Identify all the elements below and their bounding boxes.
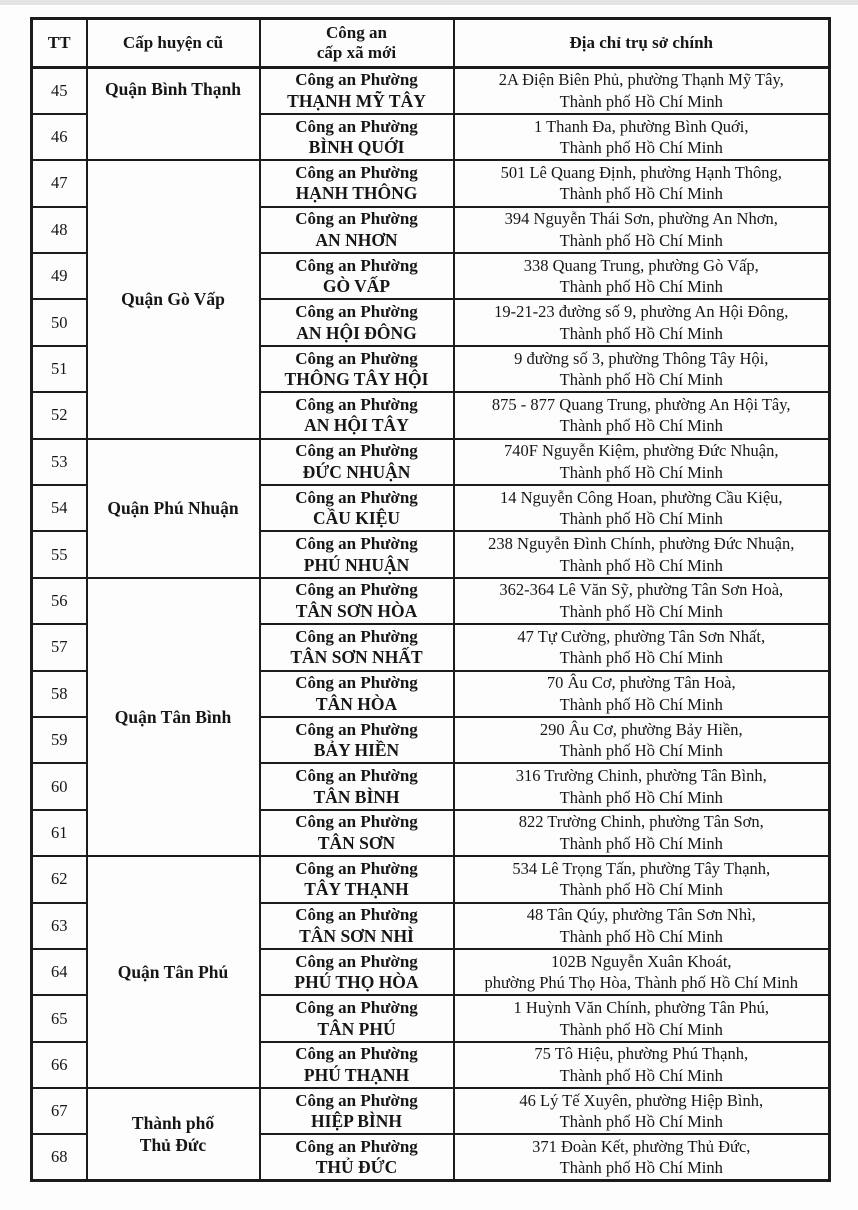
address-cell — [454, 68, 830, 114]
unit-prefix: Công an Phường — [295, 812, 418, 832]
address-cell — [454, 995, 830, 1041]
address-line: Thành phố Hồ Chí Minh — [559, 648, 723, 668]
unit-name: ĐỨC NHUẬN — [302, 461, 411, 482]
unit-name: TÂN HÒA — [315, 693, 398, 714]
unit-name: THẠNH MỸ TÂY — [287, 90, 426, 111]
address-line: Thành phố Hồ Chí Minh — [559, 741, 723, 761]
unit-prefix: Công an Phường — [295, 209, 418, 229]
address-line: Thành phố Hồ Chí Minh — [559, 91, 723, 111]
district-cell — [87, 1088, 260, 1181]
unit-prefix: Công an Phường — [295, 673, 418, 693]
table-header-row — [32, 19, 830, 68]
address-line: Thành phố Hồ Chí Minh — [559, 184, 723, 204]
address-line: Thành phố Hồ Chí Minh — [559, 787, 723, 807]
unit-name: TÂN SƠN NHÌ — [299, 925, 414, 946]
address-line: Thành phố Hồ Chí Minh — [559, 1019, 723, 1039]
address-line: Thành phố Hồ Chí Minh — [559, 833, 723, 853]
unit-prefix: Công an Phường — [295, 580, 418, 600]
police-unit-cell — [260, 160, 454, 206]
police-unit-cell — [260, 1134, 454, 1180]
police-unit-cell — [260, 1042, 454, 1088]
scan-edge-strip — [0, 0, 858, 5]
police-unit-cell — [260, 392, 454, 438]
address-line: 2A Điện Biên Phủ, phường Thạnh Mỹ Tây, — [498, 70, 784, 90]
address-line: 740F Nguyễn Kiệm, phường Đức Nhuận, — [503, 441, 779, 461]
row-number: 59 — [32, 717, 87, 763]
address-line: 316 Trường Chinh, phường Tân Bình, — [515, 766, 767, 786]
address-line: 501 Lê Quang Định, phường Hạnh Thông, — [500, 162, 782, 182]
row-number: 47 — [32, 160, 87, 206]
district-name-line: Thành phố — [131, 1113, 215, 1134]
unit-prefix: Công an Phường — [295, 766, 418, 786]
unit-name: HẠNH THÔNG — [295, 183, 418, 204]
unit-prefix: Công an Phường — [295, 487, 418, 507]
row-number: 54 — [32, 485, 87, 531]
unit-name: PHÚ NHUẬN — [303, 554, 410, 575]
address-cell — [454, 299, 830, 345]
address-line: 1 Thanh Đa, phường Bình Quới, — [534, 116, 749, 136]
row-number: 48 — [32, 207, 87, 253]
unit-name: TÂN SƠN — [317, 832, 396, 853]
address-line: Thành phố Hồ Chí Minh — [559, 416, 723, 436]
address-cell — [454, 1042, 830, 1088]
district-cell — [87, 856, 260, 1088]
police-unit-cell — [260, 717, 454, 763]
address-cell — [454, 949, 830, 995]
row-number: 65 — [32, 995, 87, 1041]
police-unit-cell — [260, 68, 454, 114]
district-cell — [87, 578, 260, 856]
police-unit-cell — [260, 1088, 454, 1134]
police-unit-cell — [260, 856, 454, 902]
police-station-table — [30, 17, 831, 1182]
address-line: 822 Trường Chinh, phường Tân Sơn, — [518, 812, 764, 832]
address-line: 14 Nguyễn Công Hoan, phường Cầu Kiệu, — [499, 487, 783, 507]
police-unit-cell — [260, 903, 454, 949]
unit-prefix: Công an Phường — [295, 1044, 418, 1064]
address-line: Thành phố Hồ Chí Minh — [559, 694, 723, 714]
district-name-line: Quận Gò Vấp — [121, 289, 225, 310]
row-number: 53 — [32, 439, 87, 485]
address-cell — [454, 114, 830, 160]
unit-prefix: Công an Phường — [295, 719, 418, 739]
address-line: 875 - 877 Quang Trung, phường An Hội Tây, — [491, 394, 791, 414]
unit-name: TÂN PHÚ — [317, 1018, 396, 1039]
unit-prefix: Công an Phường — [295, 951, 418, 971]
header-unit-line2: cấp xã mới — [316, 43, 397, 62]
address-cell — [454, 717, 830, 763]
header-tt: TT — [32, 19, 87, 68]
address-cell — [454, 763, 830, 809]
police-unit-cell — [260, 346, 454, 392]
header-unit-line1: Công an — [326, 23, 387, 42]
address-line: 48 Tân Qúy, phường Tân Sơn Nhì, — [526, 905, 756, 925]
address-cell — [454, 531, 830, 577]
unit-name: TÂN SƠN HÒA — [295, 600, 418, 621]
unit-prefix: Công an Phường — [295, 534, 418, 554]
address-line: Thành phố Hồ Chí Minh — [559, 277, 723, 297]
address-line: Thành phố Hồ Chí Minh — [559, 509, 723, 529]
address-line: Thành phố Hồ Chí Minh — [559, 926, 723, 946]
row-number: 55 — [32, 531, 87, 577]
row-number: 62 — [32, 856, 87, 902]
unit-prefix: Công an Phường — [295, 441, 418, 461]
unit-name: AN HỘI TÂY — [304, 415, 409, 436]
row-number: 68 — [32, 1134, 87, 1180]
unit-name: TÂN BÌNH — [313, 786, 400, 807]
address-cell — [454, 1088, 830, 1134]
police-unit-cell — [260, 671, 454, 717]
address-line: Thành phố Hồ Chí Minh — [559, 601, 723, 621]
row-number: 66 — [32, 1042, 87, 1088]
unit-name: BẢY HIỀN — [313, 740, 400, 761]
row-number: 49 — [32, 253, 87, 299]
row-number: 61 — [32, 810, 87, 856]
row-number: 50 — [32, 299, 87, 345]
police-unit-cell — [260, 578, 454, 624]
unit-prefix: Công an Phường — [295, 858, 418, 878]
unit-prefix: Công an Phường — [295, 626, 418, 646]
address-line: Thành phố Hồ Chí Minh — [559, 370, 723, 390]
address-line: 1 Huỳnh Văn Chính, phường Tân Phú, — [513, 998, 769, 1017]
police-unit-cell — [260, 485, 454, 531]
row-number: 56 — [32, 578, 87, 624]
police-unit-cell — [260, 763, 454, 809]
address-cell — [454, 346, 830, 392]
district-name-line: Quận Tân Phú — [117, 962, 229, 983]
address-line: 102B Nguyễn Xuân Khoát, — [550, 951, 732, 971]
address-cell — [454, 485, 830, 531]
address-line: 46 Lý Tế Xuyên, phường Hiệp Bình, — [519, 1090, 764, 1110]
address-line: 338 Quang Trung, phường Gò Vấp, — [523, 255, 759, 275]
district-cell — [87, 68, 260, 161]
row-number: 60 — [32, 763, 87, 809]
unit-prefix: Công an Phường — [295, 905, 418, 925]
unit-name: AN NHƠN — [315, 229, 398, 250]
address-line: 290 Âu Cơ, phường Bảy Hiền, — [539, 719, 743, 739]
row-number: 45 — [32, 68, 87, 114]
address-line: Thành phố Hồ Chí Minh — [559, 1112, 723, 1132]
address-line: 394 Nguyễn Thái Sơn, phường An Nhơn, — [504, 209, 778, 229]
district-name-line: Quận Phú Nhuận — [107, 498, 239, 519]
address-line: 362-364 Lê Văn Sỹ, phường Tân Sơn Hoà, — [499, 580, 784, 600]
police-unit-cell — [260, 949, 454, 995]
table-row — [32, 68, 830, 114]
unit-prefix: Công an Phường — [295, 255, 418, 275]
row-number: 46 — [32, 114, 87, 160]
address-line: 9 đường số 3, phường Thông Tây Hội, — [514, 348, 769, 368]
table-row — [32, 856, 830, 902]
unit-prefix: Công an Phường — [295, 348, 418, 368]
address-line: Thành phố Hồ Chí Minh — [559, 230, 723, 250]
address-line: phường Phú Thọ Hòa, Thành phố Hồ Chí Minh — [484, 973, 799, 993]
row-number: 52 — [32, 392, 87, 438]
district-cell — [87, 439, 260, 578]
address-line: 534 Lê Trọng Tấn, phường Tây Thạnh, — [512, 858, 771, 878]
unit-name: TÂY THẠNH — [304, 879, 409, 900]
row-number: 63 — [32, 903, 87, 949]
address-line: Thành phố Hồ Chí Minh — [559, 462, 723, 482]
unit-name: BÌNH QUỚI — [308, 137, 405, 158]
district-name-line: Thủ Đức — [139, 1135, 207, 1156]
address-line: 238 Nguyễn Đình Chính, phường Đức Nhuận, — [488, 534, 795, 554]
table-row — [32, 439, 830, 485]
unit-name: THÔNG TÂY HỘI — [284, 369, 429, 390]
police-unit-cell — [260, 207, 454, 253]
police-unit-cell — [260, 114, 454, 160]
district-cell — [87, 160, 260, 438]
address-cell — [454, 253, 830, 299]
header-district: Cấp huyện cũ — [87, 19, 260, 68]
unit-name: PHÚ THỌ HÒA — [294, 972, 419, 993]
police-unit-cell — [260, 253, 454, 299]
unit-name: THỦ ĐỨC — [315, 1157, 398, 1178]
police-unit-cell — [260, 810, 454, 856]
district-name-line: Quận Bình Thạnh — [105, 79, 241, 99]
address-cell — [454, 856, 830, 902]
police-unit-cell — [260, 531, 454, 577]
row-number: 51 — [32, 346, 87, 392]
row-number: 64 — [32, 949, 87, 995]
address-line: 70 Âu Cơ, phường Tân Hoà, — [546, 673, 736, 693]
address-line: Thành phố Hồ Chí Minh — [559, 138, 723, 158]
unit-name: GÒ VẤP — [322, 276, 391, 297]
district-name-line: Quận Tân Bình — [114, 706, 232, 727]
header-unit — [260, 19, 454, 68]
unit-prefix: Công an Phường — [295, 394, 418, 414]
unit-name: AN HỘI ĐÔNG — [296, 322, 417, 343]
address-cell — [454, 392, 830, 438]
unit-prefix: Công an Phường — [295, 302, 418, 322]
address-line: 47 Tự Cường, phường Tân Sơn Nhất, — [517, 626, 766, 646]
address-cell — [454, 903, 830, 949]
unit-name: HIỆP BÌNH — [311, 1111, 402, 1132]
address-line: Thành phố Hồ Chí Minh — [559, 555, 723, 575]
address-cell — [454, 578, 830, 624]
unit-name: PHÚ THẠNH — [303, 1064, 410, 1085]
address-line: Thành phố Hồ Chí Minh — [559, 880, 723, 900]
unit-name: CẦU KIỆU — [312, 508, 401, 529]
unit-name: TÂN SƠN NHẤT — [290, 647, 423, 668]
address-line: Thành phố Hồ Chí Minh — [559, 323, 723, 343]
police-unit-cell — [260, 624, 454, 670]
table-row — [32, 1088, 830, 1134]
row-number: 57 — [32, 624, 87, 670]
police-unit-cell — [260, 995, 454, 1041]
header-address: Địa chỉ trụ sở chính — [454, 19, 830, 68]
unit-prefix: Công an Phường — [295, 998, 418, 1017]
address-cell — [454, 160, 830, 206]
unit-prefix: Công an Phường — [295, 116, 418, 136]
address-line: Thành phố Hồ Chí Minh — [559, 1065, 723, 1085]
address-cell — [454, 671, 830, 717]
address-cell — [454, 1134, 830, 1180]
unit-prefix: Công an Phường — [295, 162, 418, 182]
address-cell — [454, 810, 830, 856]
address-line: 371 Đoàn Kết, phường Thủ Đức, — [532, 1136, 751, 1156]
unit-prefix: Công an Phường — [295, 1090, 418, 1110]
address-cell — [454, 439, 830, 485]
address-cell — [454, 624, 830, 670]
row-number: 58 — [32, 671, 87, 717]
table-row — [32, 160, 830, 206]
unit-prefix: Công an Phường — [295, 1136, 418, 1156]
address-line: Thành phố Hồ Chí Minh — [559, 1158, 723, 1178]
police-unit-cell — [260, 439, 454, 485]
police-unit-cell — [260, 299, 454, 345]
address-cell — [454, 207, 830, 253]
address-line: 75 Tô Hiệu, phường Phú Thạnh, — [534, 1044, 749, 1064]
unit-prefix: Công an Phường — [295, 70, 418, 90]
address-line: 19-21-23 đường số 9, phường An Hội Đông, — [494, 302, 789, 322]
row-number: 67 — [32, 1088, 87, 1134]
table-row — [32, 578, 830, 624]
